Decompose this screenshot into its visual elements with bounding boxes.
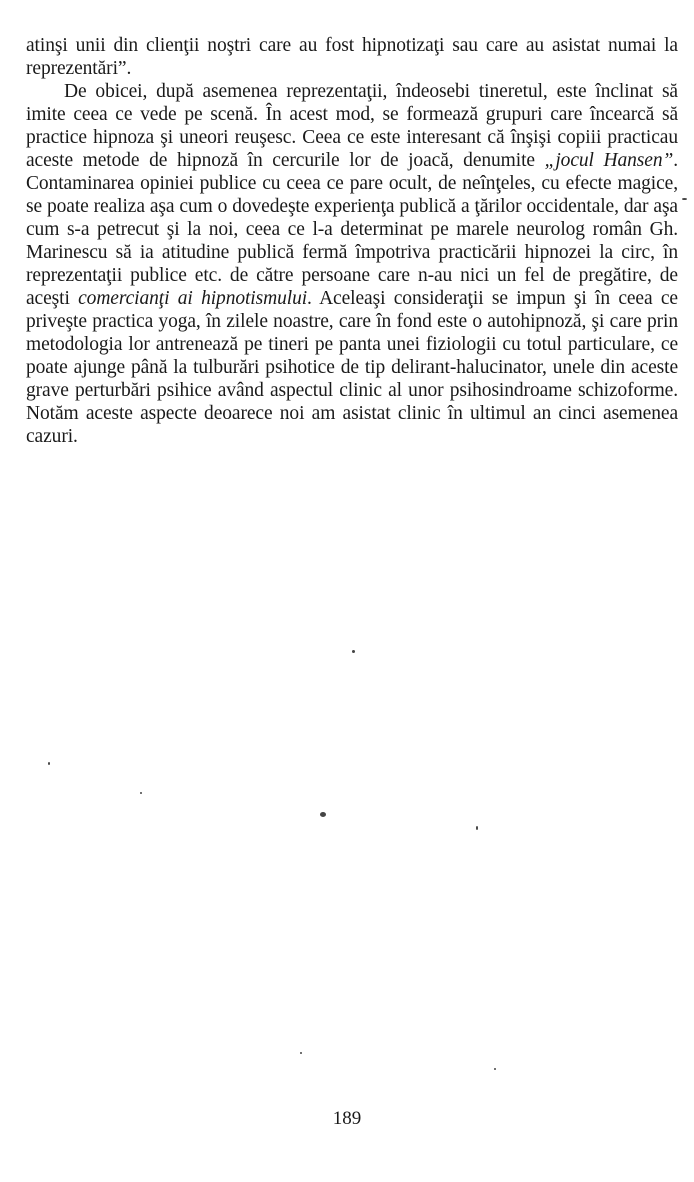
paragraph-2-text-a: De obicei, după asemenea reprezentaţii, îndeosebi tineretul, este înclinat să imite ceea ce vede pe scenă. În acest mod, se formează grupuri care încearcă să practice hipnoza şi uneori reuşesc. Ceea ce este interesant că înşişi copiii practicau aceste metode de hipnoză în cercurile lor de joacă, denumite bbox=[26, 81, 678, 171]
paragraph-2-text-b: . Contaminarea opiniei publice cu ceea ce pare ocult, de neînţeles, cu efecte magice, se poate realiza aşa cum o dovedeşte experienţa publică a ţărilor occidentale, dar aşa cum s-a petrecut şi la noi, ceea ce l-a determinat pe marele neurolog român Gh. Marinescu să ia atitudine publică fermă împotriva practicării hipnozei la circ, în reprezentaţii publice etc. de către persoane care n-au nici un fel de pregătire, de aceşti bbox=[26, 150, 679, 309]
scan-speck bbox=[682, 198, 687, 200]
scan-speck bbox=[48, 762, 50, 765]
scan-speck bbox=[494, 1068, 496, 1070]
hypnotism-merchants-italic: comercianţi ai hipnotismului bbox=[78, 288, 308, 309]
page-body bbox=[26, 34, 678, 448]
scan-speck bbox=[300, 1052, 302, 1054]
page-number: 189 bbox=[332, 1108, 362, 1129]
game-name-italic: „jocul Hansen” bbox=[544, 150, 674, 171]
scan-speck bbox=[476, 826, 478, 830]
scan-speck bbox=[352, 650, 355, 653]
paragraph-2 bbox=[26, 80, 678, 448]
paragraph-1 bbox=[26, 34, 678, 80]
scan-speck bbox=[140, 792, 142, 794]
scan-speck bbox=[320, 812, 326, 817]
paragraph-2-text-c: . Aceleaşi consideraţii se impun şi în ceea ce priveşte practica yoga, în zilele noastre, care în fond este o autohipnoză, şi care prin metodologia lor antrenează pe tineri pe panta unei fiziologii cu totul particulare, ce poate ajunge până la tulburări psihotice de tip delirant-halucinator, unele din aceste grave perturbări psihice având aspectul clinic al unor psihosindroame schizoforme. Notăm aceste aspecte deoarece noi am asistat clinic în ultimul an cinci asemenea cazuri. bbox=[26, 288, 678, 447]
paragraph-1-text: atinşi unii din clienţii noştri care au fost hipnotizaţi sau care au asistat numai la reprezentări”. bbox=[26, 35, 678, 79]
